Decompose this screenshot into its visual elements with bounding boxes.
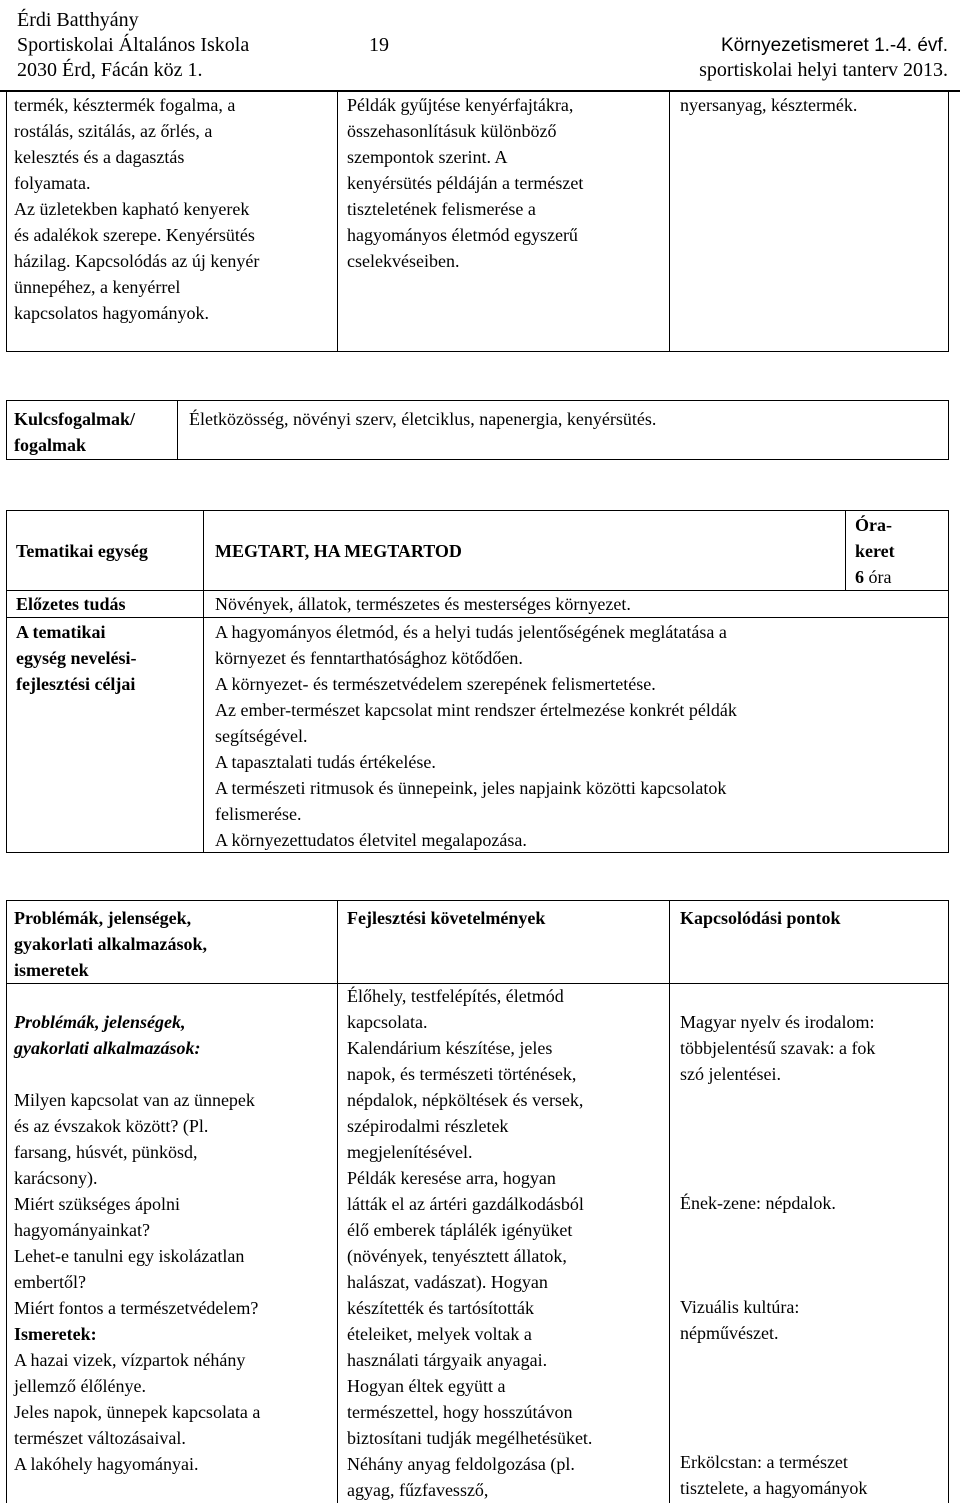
hours-frame	[855, 512, 895, 590]
text-line: megjelenítésével.	[347, 1142, 473, 1162]
text-line: halászat, vadászat). Hogyan	[347, 1272, 548, 1292]
text-line: kapcsolata.	[347, 1012, 428, 1032]
hours-value	[855, 564, 895, 590]
top-table-divider-1	[337, 90, 338, 352]
connection-ethics	[680, 1449, 867, 1501]
text-line: Az üzletekben kapható kenyerek	[14, 199, 250, 219]
text-line: ételeiket, melyek voltak a	[347, 1324, 532, 1344]
text-line: rostálás, szitálás, az őrlés, a	[14, 121, 213, 141]
text-line: A környezet- és természetvédelem szerepének felismertetése.	[215, 674, 656, 694]
text-line: Miért szükséges ápolni	[14, 1194, 180, 1214]
subject-line-2: sportiskolai helyi tanterv 2013.	[699, 59, 948, 81]
text-line: Példák gyűjtése kenyérfajtákra,	[347, 95, 574, 115]
text-line: hagyományos életmód egyszerű	[347, 225, 578, 245]
text-line: fejlesztési céljai	[16, 674, 136, 694]
text-line: Kalendárium készítése, jeles	[347, 1038, 553, 1058]
unit-divider-left	[203, 510, 204, 853]
text-line: Jeles napok, ünnepek kapcsolata a	[14, 1402, 261, 1422]
text-line: népművészet.	[680, 1323, 779, 1343]
unit-divider-right	[845, 510, 846, 590]
key-concepts-value: Életközösség, növényi szerv, életciklus, napenergia, kenyérsütés.	[189, 409, 657, 429]
text-line: Erkölcstan: a természet	[680, 1452, 848, 1472]
text-line: szempontok szerint. A	[347, 147, 508, 167]
bottom-divider-2	[669, 900, 670, 1503]
connection-visual	[680, 1294, 799, 1346]
text-line: tisztelete, a hagyományok	[680, 1478, 868, 1498]
text-line: többjelentésű szavak: a fok	[680, 1038, 876, 1058]
text-line: Példák keresése arra, hogyan	[347, 1168, 556, 1188]
text-line: Vizuális kultúra:	[680, 1297, 800, 1317]
header-connections: Kapcsolódási pontok	[680, 908, 841, 928]
text-line: szó jelentései.	[680, 1064, 781, 1084]
prereq-value: Növények, állatok, természetes és mesterséges környezet.	[215, 594, 631, 614]
text-line: készítették és tartósították	[347, 1298, 534, 1318]
text-line: A tematikai	[16, 622, 106, 642]
goals-label	[16, 619, 136, 697]
school-address: 2030 Érd, Fácán köz 1.	[17, 59, 203, 81]
text-line: Élőhely, testfelépítés, életmód	[347, 986, 564, 1006]
text-line: kapcsolatos hagyományok.	[14, 303, 209, 323]
text-line: Magyar nyelv és irodalom:	[680, 1012, 875, 1032]
page-number: 19	[369, 34, 389, 56]
text-line: ünnepéhez, a kenyérrel	[14, 277, 181, 297]
text-line: Problémák, jelenségek,	[14, 1012, 186, 1032]
text-line: egység nevelési-	[16, 648, 137, 668]
text-line: és az évszakok között? (Pl.	[14, 1116, 209, 1136]
text-line: Miért fontos a természetvédelem?	[14, 1298, 259, 1318]
text-line: házilag. Kapcsolódás az új kenyér	[14, 251, 260, 271]
text-line: embertől?	[14, 1272, 86, 1292]
text-line: folyamata.	[14, 173, 91, 193]
text-line: jellemző élőlénye.	[14, 1376, 146, 1396]
text-line: hagyományainkat?	[14, 1220, 150, 1240]
text-line: összehasonlításuk különböző	[347, 121, 557, 141]
text-line: Óra-	[855, 515, 892, 535]
text-line: Kulcsfogalmak/	[14, 409, 136, 429]
text-line: gyakorlati alkalmazások,	[14, 934, 208, 954]
text-line: ismeretek	[14, 960, 89, 980]
text-line: használati tárgyaik anyagai.	[347, 1350, 548, 1370]
top-table-divider-2	[669, 90, 670, 352]
key-concepts-divider	[177, 400, 178, 460]
header-requirements: Fejlesztési követelmények	[347, 908, 546, 928]
text-line: keret	[855, 541, 895, 561]
text-line: segítségével.	[215, 726, 308, 746]
text-line: agyag, fűzfavessző,	[347, 1480, 489, 1500]
text-line: A hazai vizek, vízpartok néhány	[14, 1350, 246, 1370]
text-line: farsang, húsvét, pünkösd,	[14, 1142, 198, 1162]
text-line: természet változásaival.	[14, 1428, 186, 1448]
unit-label: Tematikai egység	[16, 541, 148, 561]
text-line: Az ember-természet kapcsolat mint rendszer értelmezése konkrét példák	[215, 700, 737, 720]
text-line: élő emberek táplálék igényüket	[347, 1220, 573, 1240]
text-line: A tapasztalati tudás értékelése.	[215, 752, 436, 772]
text-line: A természeti ritmusok és ünnepeink, jeles napjaink közötti kapcsolatok	[215, 778, 727, 798]
text-line: fogalmak	[14, 435, 86, 455]
text-line: kenyérsütés példáján a természet	[347, 173, 584, 193]
text-line: szépirodalmi részletek	[347, 1116, 509, 1136]
hours-number: 6	[855, 567, 864, 587]
goals-list	[215, 619, 737, 853]
key-concepts-label	[14, 406, 135, 458]
text-line: Ismeretek:	[14, 1324, 97, 1344]
connection-hungarian	[680, 1009, 875, 1087]
text-line: természettel, hogy hosszútávon	[347, 1402, 573, 1422]
text-line: napok, és természeti történések,	[347, 1064, 577, 1084]
school-line-2: Sportiskolai Általános Iskola	[17, 34, 250, 56]
text-line: karácsony).	[14, 1168, 98, 1188]
text-line: Néhány anyag feldolgozása (pl.	[347, 1454, 575, 1474]
top-col-concepts	[680, 92, 857, 118]
connection-music: Ének-zene: népdalok.	[680, 1193, 836, 1213]
school-line-1: Érdi Batthyány	[17, 9, 139, 31]
text-line: (növények, tenyésztett állatok,	[347, 1246, 567, 1266]
header-problems	[14, 905, 207, 983]
text-line: nyersanyag, késztermék.	[680, 95, 858, 115]
text-line: népdalok, népköltések és versek,	[347, 1090, 584, 1110]
bottom-divider-1	[337, 900, 338, 1503]
text-line: cselekvéseiben.	[347, 251, 460, 271]
text-line: Lehet-e tanulni egy iskolázatlan	[14, 1246, 245, 1266]
hours-unit: óra	[868, 567, 892, 587]
text-line: kelesztés és a dagasztás	[14, 147, 185, 167]
text-line: biztosítani tudják megélhetésüket.	[347, 1428, 593, 1448]
unit-title: MEGTART, HA MEGTARTOD	[215, 541, 462, 561]
text-line: Milyen kapcsolat van az ünnepek	[14, 1090, 255, 1110]
text-line: felismerése.	[215, 804, 302, 824]
subject-info	[699, 33, 948, 83]
text-line: környezet és fenntarthatósághoz kötődően.	[215, 648, 523, 668]
text-line: Hogyan éltek együtt a	[347, 1376, 506, 1396]
text-line: és adalékok szerepe. Kenyérsütés	[14, 225, 255, 245]
problems-column	[14, 1009, 260, 1477]
top-col-requirements	[347, 92, 583, 274]
prereq-label: Előzetes tudás	[16, 594, 126, 614]
text-line: A lakóhely hagyományai.	[14, 1454, 199, 1474]
school-name	[17, 8, 249, 83]
text-line: A környezettudatos életvitel megalapozása.	[215, 830, 527, 850]
unit-row-rule-2	[6, 617, 949, 618]
text-line: tiszteletének felismerése a	[347, 199, 536, 219]
spacer	[14, 1061, 260, 1087]
requirements-column	[347, 983, 592, 1503]
text-line: termék, késztermék fogalma, a	[14, 95, 236, 115]
subject-line-1: Környezetismeret 1.-4. évf.	[720, 35, 948, 56]
text-line: Problémák, jelenségek,	[14, 908, 192, 928]
text-line: látták el az ártéri gazdálkodásból	[347, 1194, 584, 1214]
text-line: A hagyományos életmód, és a helyi tudás jelentőségének meglátatása a	[215, 622, 727, 642]
text-line: gyakorlati alkalmazások:	[14, 1038, 201, 1058]
top-col-content	[14, 92, 259, 326]
